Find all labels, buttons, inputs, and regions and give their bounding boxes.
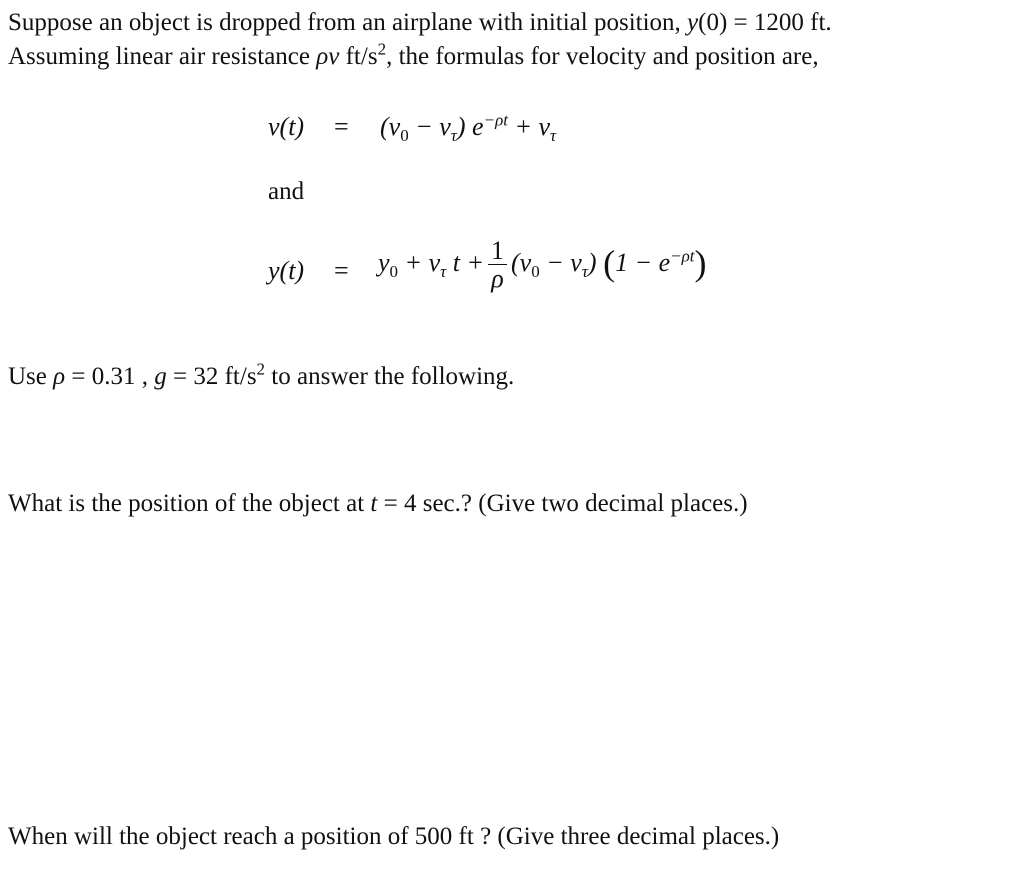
position-rhs-a: y bbox=[378, 248, 390, 277]
position-equals: = bbox=[334, 256, 349, 285]
position-rhs-sub0b: 0 bbox=[531, 262, 540, 282]
position-rhs bbox=[378, 236, 707, 293]
intro-line2-text1: Assuming linear air resistance bbox=[8, 43, 317, 70]
velocity-rhs-subT: τ bbox=[450, 126, 457, 146]
position-rhs-c: t + bbox=[446, 248, 485, 277]
intro-line1-arg: (0) = 1200 ft. bbox=[698, 9, 832, 36]
position-rhs-b: + v bbox=[398, 248, 441, 277]
given-tail: to answer the following. bbox=[265, 363, 515, 390]
intro-line2-text3: , the formulas for velocity and position are, bbox=[386, 43, 819, 70]
intro-line1-math: y bbox=[687, 9, 699, 36]
velocity-equals: = bbox=[334, 112, 349, 141]
position-rhs-g: 1 − e bbox=[615, 248, 671, 277]
velocity-lhs: v(t) bbox=[268, 112, 305, 141]
position-rhs-subT: τ bbox=[440, 262, 447, 282]
given-values bbox=[8, 360, 514, 394]
question-1 bbox=[8, 487, 748, 521]
position-rhs-f: ) bbox=[587, 248, 597, 277]
velocity-rhs-subT2: τ bbox=[550, 126, 557, 146]
position-rhs-exp: −ρt bbox=[670, 246, 695, 266]
given-use: Use bbox=[8, 363, 54, 390]
position-rhs-subT2: τ bbox=[581, 262, 588, 282]
fraction-numerator: 1 bbox=[488, 238, 507, 265]
velocity-rhs-sub0: 0 bbox=[400, 126, 409, 146]
paren-open: ( bbox=[603, 243, 616, 283]
intro-line1-text: Suppose an object is dropped from an airplane with initial position, bbox=[8, 9, 688, 36]
given-g: g bbox=[154, 363, 167, 390]
intro-line2-text2: ft/s bbox=[339, 43, 378, 70]
fraction-one-over-rho bbox=[488, 235, 507, 293]
given-g-exp: 2 bbox=[256, 359, 266, 379]
given-g-val: = 32 ft/s bbox=[166, 363, 257, 390]
velocity-rhs-a: (v bbox=[380, 112, 401, 141]
question-1-text-a: What is the position of the object at bbox=[8, 490, 371, 517]
velocity-rhs-exp: −ρt bbox=[483, 110, 508, 130]
fraction-denominator: ρ bbox=[491, 263, 504, 293]
given-rho-val: = 0.31 , bbox=[65, 363, 155, 390]
intro-line2-math: ρv bbox=[316, 43, 340, 70]
velocity-rhs-c: ) e bbox=[456, 112, 484, 141]
position-rhs-e: − v bbox=[539, 248, 582, 277]
velocity-rhs-d: + v bbox=[507, 112, 551, 141]
position-rhs-sub0: 0 bbox=[389, 262, 399, 282]
position-rhs-d: (v bbox=[511, 248, 532, 277]
velocity-rhs-b: − v bbox=[408, 112, 451, 141]
intro-line-1 bbox=[8, 6, 832, 40]
intro-line-2 bbox=[8, 40, 819, 74]
question-2 bbox=[8, 820, 779, 854]
given-rho: ρ bbox=[53, 363, 66, 390]
paren-close: ) bbox=[694, 243, 707, 283]
intro-line2-exp: 2 bbox=[377, 39, 387, 59]
question-1-var: t bbox=[370, 490, 378, 517]
and-word: and bbox=[268, 178, 305, 205]
question-1-text-b: = 4 sec.? (Give two decimal places.) bbox=[377, 490, 748, 517]
question-2-text: When will the object reach a position of 500 ft ? (Give three decimal places.) bbox=[8, 823, 780, 850]
velocity-rhs bbox=[380, 110, 557, 146]
position-lhs: y(t) bbox=[268, 256, 305, 285]
